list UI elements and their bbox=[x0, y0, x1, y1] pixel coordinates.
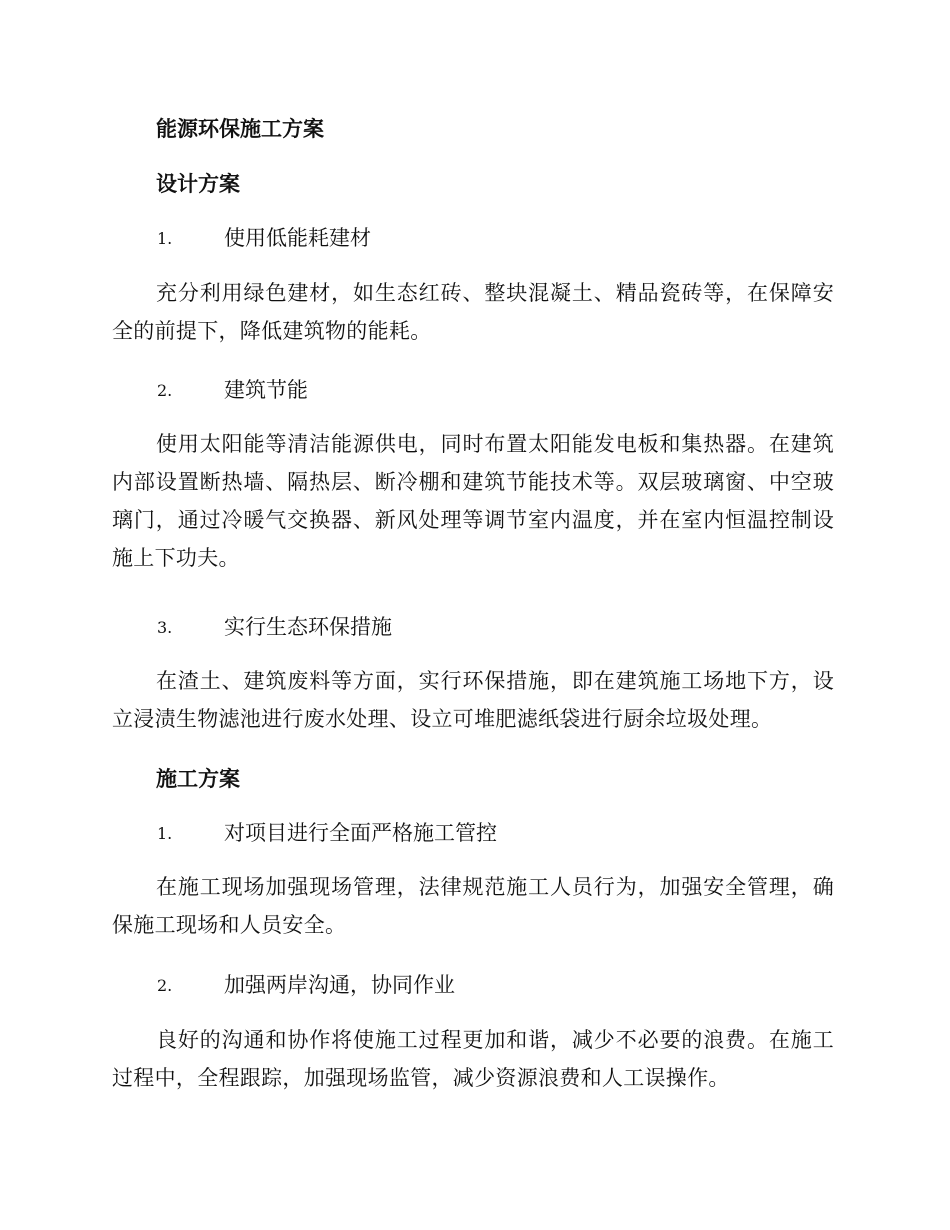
list-item-title: 使用低能耗建材 bbox=[224, 226, 371, 250]
section-heading-design: 设计方案 bbox=[156, 171, 240, 196]
list-item-title: 实行生态环保措施 bbox=[224, 615, 392, 639]
paragraph: 充分利用绿色建材，如生态红砖、整块混凝土、精品瓷砖等，在保障安全的前提下，降低建筑物的能耗。 bbox=[112, 281, 834, 343]
paragraph: 良好的沟通和协作将使施工过程更加和谐，减少不必要的浪费。在施工过程中，全程跟踪，加强现场监管，减少资源浪费和人工误操作。 bbox=[112, 1028, 834, 1090]
list-item-title: 加强两岸沟通，协同作业 bbox=[224, 973, 455, 997]
list-item-number: 3. bbox=[157, 618, 173, 637]
document-title: 能源环保施工方案 bbox=[156, 116, 324, 141]
paragraph: 在渣土、建筑废料等方面，实行环保措施，即在建筑施工场地下方，设立浸渍生物滤池进行废水处理、设立可堆肥滤纸袋进行厨余垃圾处理。 bbox=[112, 669, 834, 731]
list-item-number: 1. bbox=[157, 229, 173, 248]
list-item-number: 1. bbox=[157, 824, 173, 843]
paragraph: 使用太阳能等清洁能源供电，同时布置太阳能发电板和集热器。在建筑内部设置断热墙、隔热层、断冷棚和建筑节能技术等。双层玻璃窗、中空玻璃门，通过冷暖气交换器、新风处理等调节室内温度，并在室内恒温控制设施上下功夫。 bbox=[112, 432, 834, 570]
list-item-number: 2. bbox=[157, 381, 173, 400]
section-heading-construction: 施工方案 bbox=[156, 766, 240, 791]
list-item-title: 对项目进行全面严格施工管控 bbox=[224, 821, 497, 845]
list-item-title: 建筑节能 bbox=[224, 378, 308, 402]
paragraph: 在施工现场加强现场管理，法律规范施工人员行为，加强安全管理，确保施工现场和人员安全。 bbox=[112, 875, 834, 937]
list-item-number: 2. bbox=[157, 976, 173, 995]
